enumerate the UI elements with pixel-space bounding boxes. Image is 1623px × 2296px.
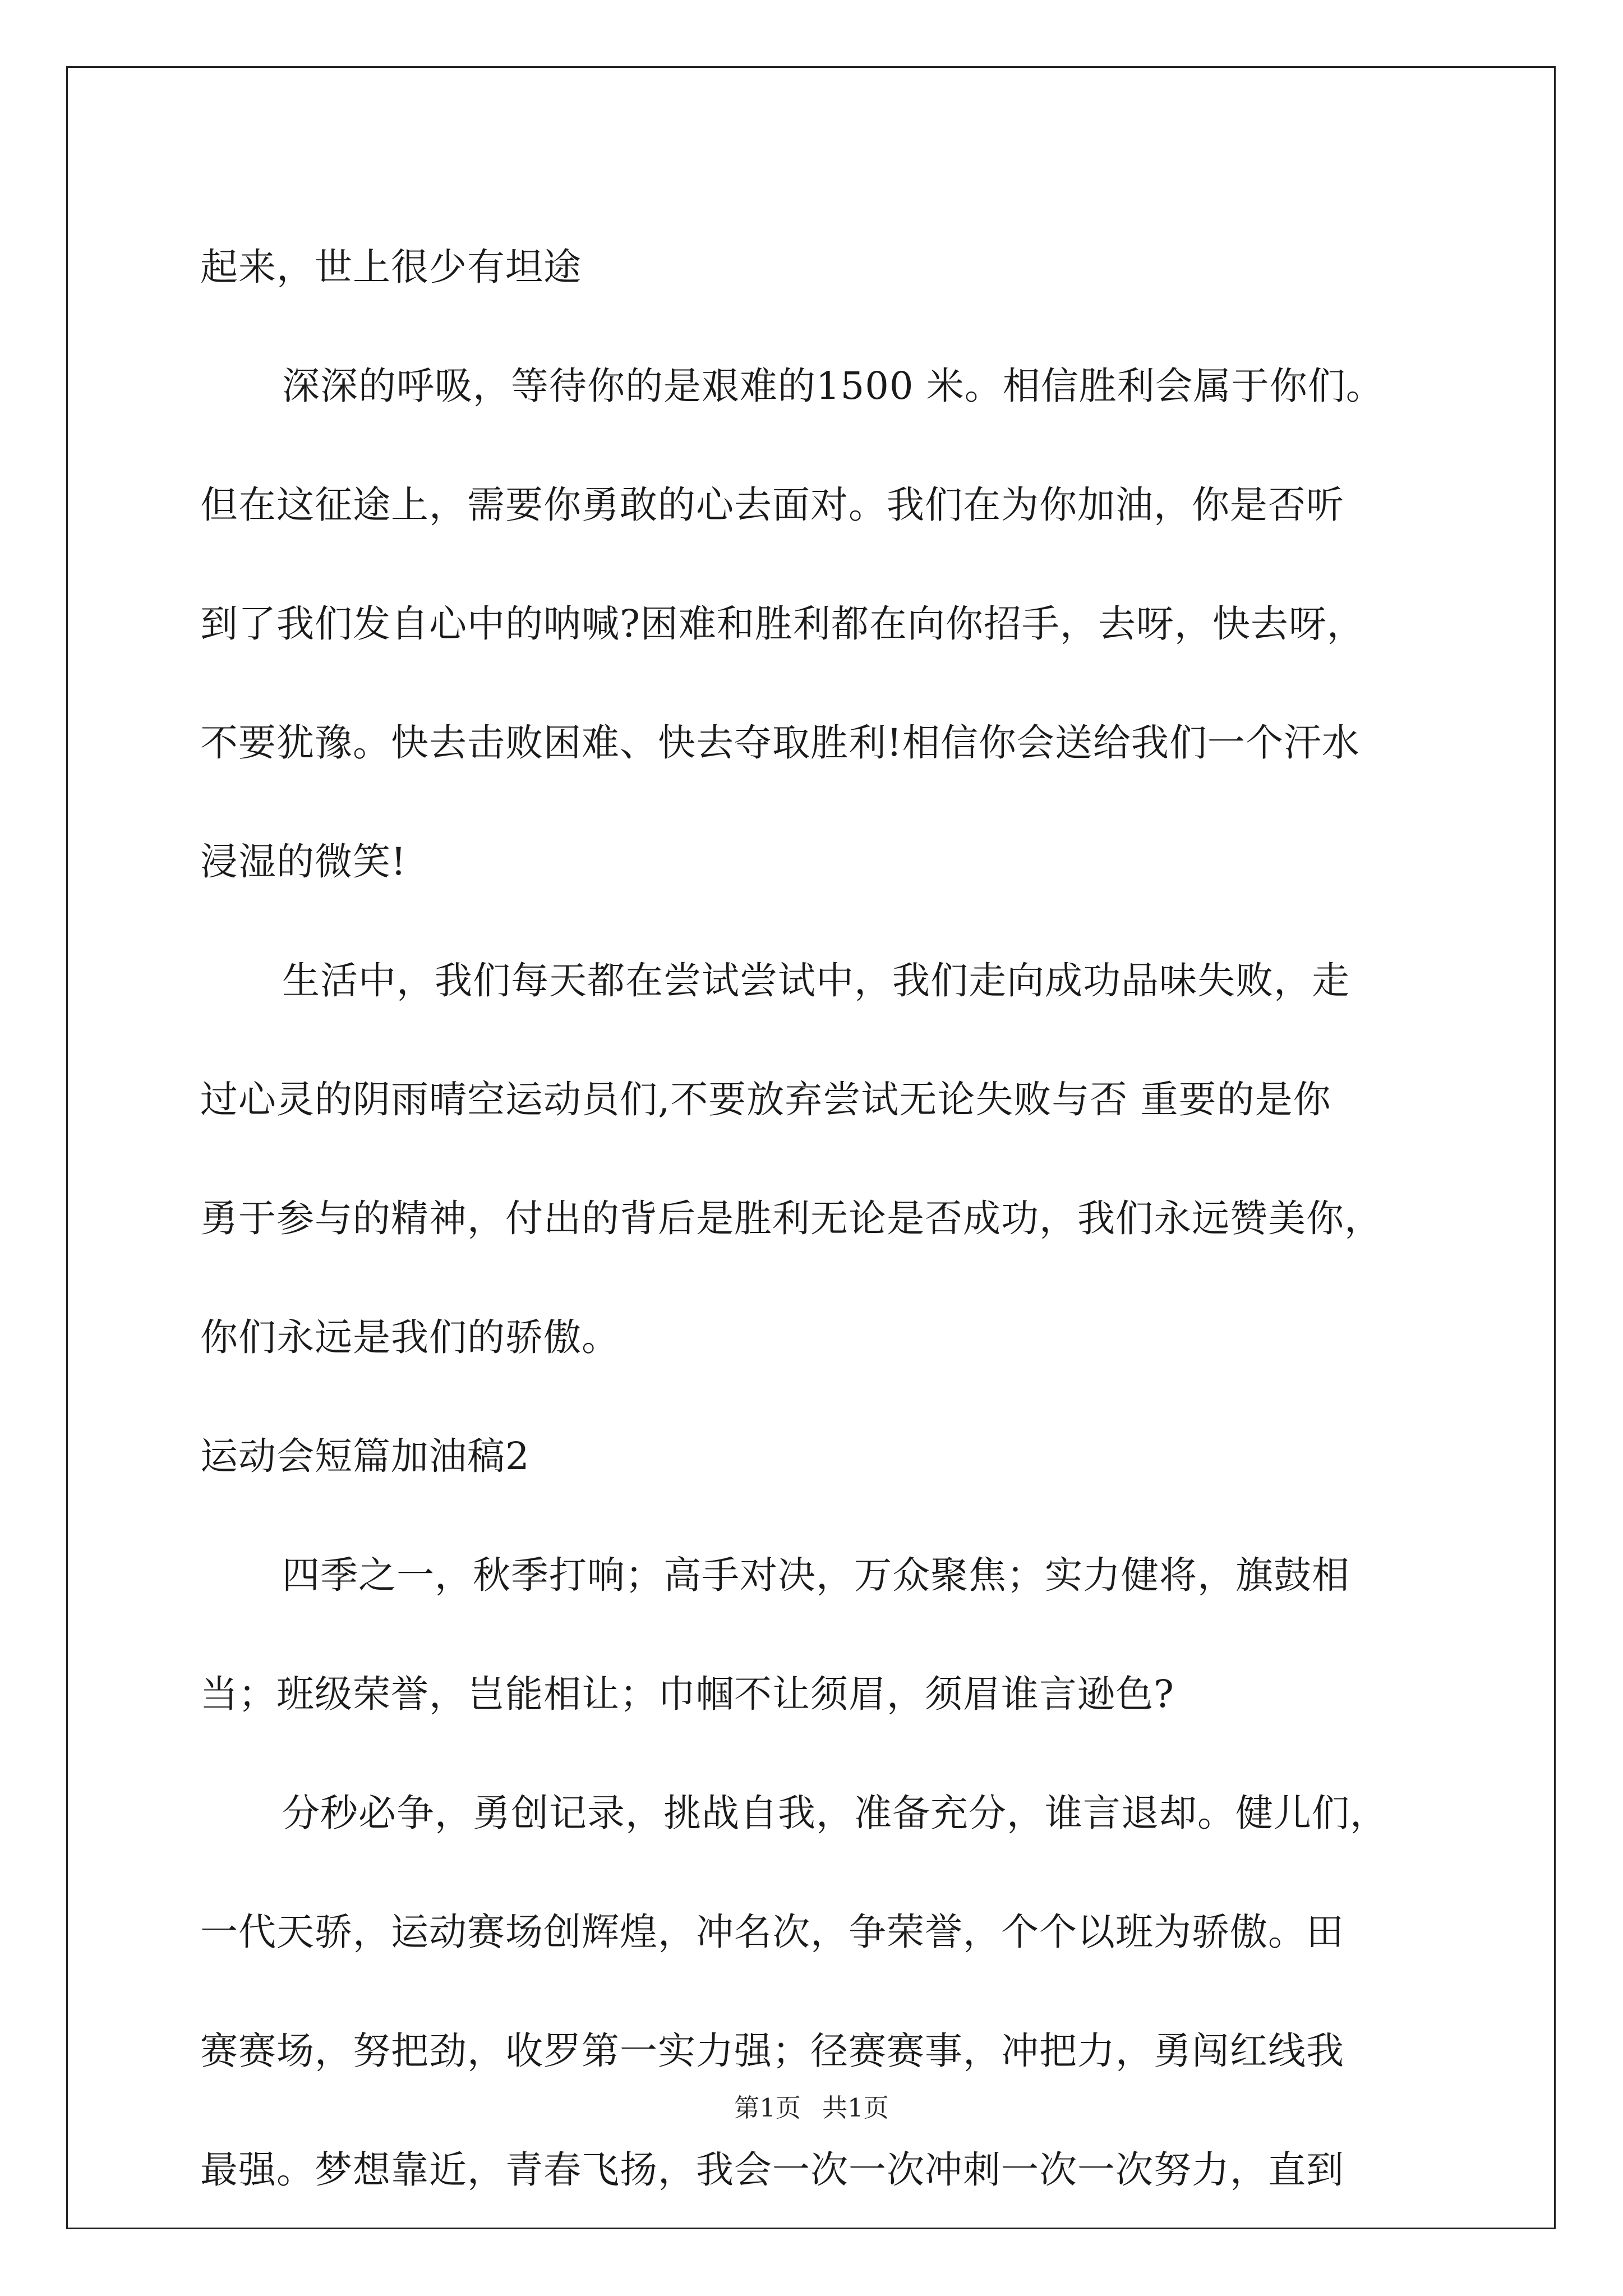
text-line: 生活中，我们每天都在尝试尝试中，我们走向成功品味失败，走 xyxy=(282,959,1350,1002)
text-line: 当；班级荣誉，岂能相让；巾帼不让须眉，须眉谁言逊色? xyxy=(200,1672,1174,1716)
page-total: 共1页 xyxy=(822,2093,889,2123)
text-line: 不要犹豫。快去击败困难、快去夺取胜利!相信你会送给我们一个汗水 xyxy=(200,721,1360,765)
text-line: 勇于参与的精神，付出的背后是胜利无论是否成功，我们永远赞美你， xyxy=(200,1197,1382,1240)
text-line: 四季之一，秋季打响；高手对决，万众聚焦；实力健将，旗鼓相 xyxy=(282,1553,1350,1597)
text-line: 但在这征途上，需要你勇敢的心去面对。我们在为你加油，你是否听 xyxy=(200,483,1344,527)
text-line: 浸湿的微笑! xyxy=(200,840,407,884)
page-footer xyxy=(0,2091,1623,2125)
section-heading: 运动会短篇加油稿2 xyxy=(200,1434,530,1478)
text-line: 一代天骄，运动赛场创辉煌，冲名次，争荣誉，个个以班为骄傲。田 xyxy=(200,1910,1344,1954)
text-line: 过心灵的阴雨晴空运动员们,不要放弃尝试无论失败与否 重要的是你 xyxy=(200,1078,1331,1121)
page-number: 第1页 xyxy=(734,2093,801,2123)
text-line: 到了我们发自心中的呐喊?困难和胜利都在向你招手，去呀，快去呀， xyxy=(200,602,1365,646)
text-line: 深深的呼吸，等待你的是艰难的1500 米。相信胜利会属于你们。 xyxy=(282,364,1384,408)
text-line: 分秒必争，勇创记录，挑战自我，准备充分，谁言退却。健儿们， xyxy=(282,1791,1388,1835)
text-line: 你们永远是我们的骄傲。 xyxy=(200,1315,620,1359)
text-line: 最强。梦想靠近，青春飞扬，我会一次一次冲刺一次一次努力，直到 xyxy=(200,2148,1344,2192)
text-line: 赛赛场，努把劲，收罗第一实力强；径赛赛事，冲把力，勇闯红线我 xyxy=(200,2029,1344,2073)
document-body xyxy=(200,208,1473,2229)
text-line: 起来，世上很少有坦途 xyxy=(200,245,582,289)
